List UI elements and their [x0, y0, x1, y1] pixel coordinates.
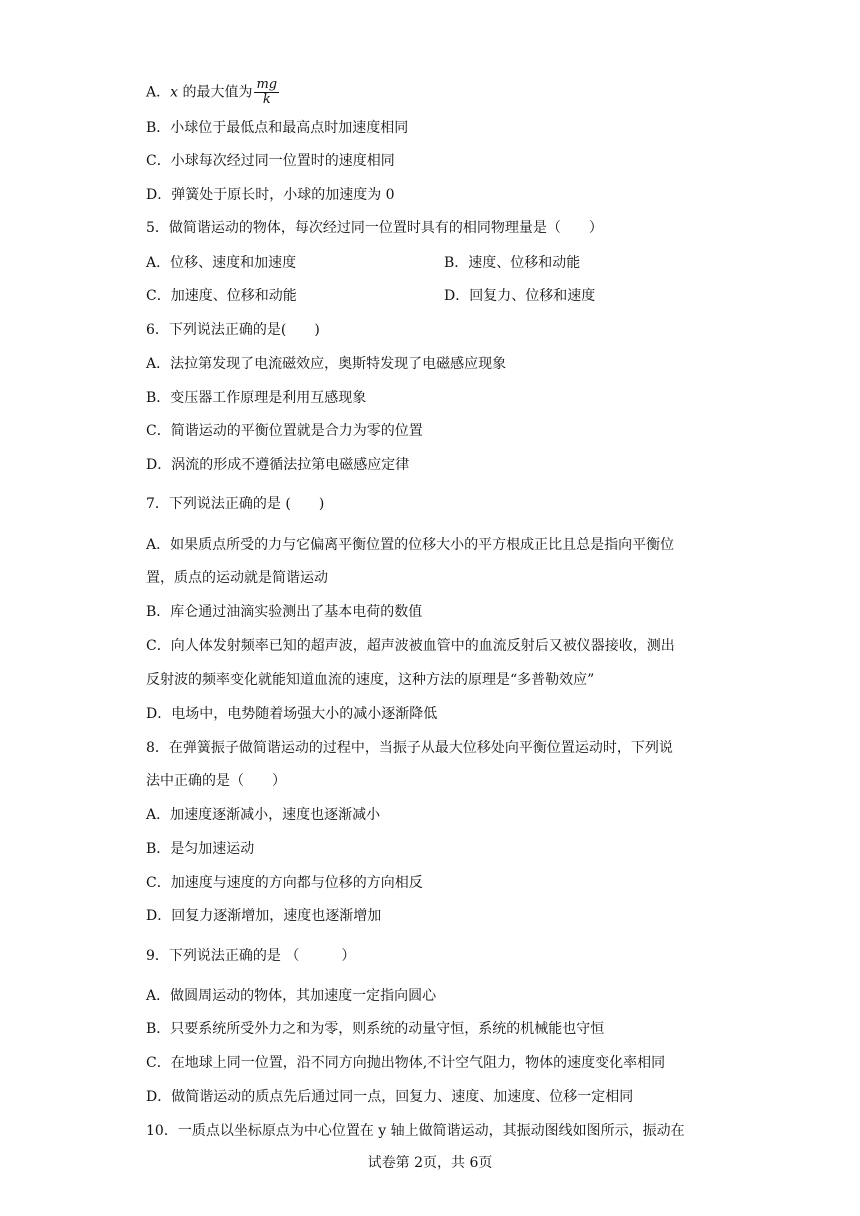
q7-option-d: D．电场中，电势随着场强大小的减小逐渐降低	[146, 706, 438, 722]
q4-option-b: B．小球位于最低点和最高点时加速度相同	[146, 120, 409, 136]
q8-option-a: A．加速度逐渐减小，速度也逐渐减小	[146, 807, 381, 823]
q5-option-a: A．位移、速度和加速度	[146, 255, 297, 271]
q8-stem-line1: 8．在弹簧振子做简谐运动的过程中，当振子从最大位移处向平衡位置运动时，下列说	[146, 740, 673, 756]
q7-option-b: B．库仑通过油滴实验测出了基本电荷的数值	[146, 604, 423, 620]
q4-option-a: A．x 的最大值为 $\frac{mg}{k}$	[146, 77, 278, 107]
q9-stem: 9．下列说法正确的是 （ ）	[146, 948, 356, 964]
q9-option-a: A．做圆周运动的物体，其加速度一定指向圆心	[146, 988, 437, 1004]
q6-option-c: C．简谐运动的平衡位置就是合力为零的位置	[146, 423, 423, 439]
q6-stem: 6．下列说法正确的是( )	[146, 322, 320, 338]
q6-option-d: D．涡流的形成不遵循法拉第电磁感应定律	[146, 457, 410, 473]
q4-option-d: D．弹簧处于原长时，小球的加速度为 0	[146, 187, 395, 203]
q8-option-c: C．加速度与速度的方向都与位移的方向相反	[146, 875, 423, 891]
q9-option-c: C．在地球上同一位置，沿不同方向抛出物体,不计空气阻力，物体的速度变化率相同	[146, 1055, 666, 1071]
q7-option-c-line1: C．向人体发射频率已知的超声波，超声波被血管中的血流反射后又被仪器接收，测出	[146, 638, 675, 654]
fraction-mg-over-k: $\frac{mg}{k}$	[256, 77, 278, 107]
q10-stem: 10．一质点以坐标原点为中心位置在 y 轴上做简谐运动，其振动图线如图所示，振动在	[146, 1123, 685, 1139]
q7-option-c-line2: 反射波的频率变化就能知道血流的速度，这种方法的原理是“多普勒效应”	[146, 672, 595, 688]
q8-option-b: B．是匀加速运动	[146, 841, 255, 857]
q9-option-b: B．只要系统所受外力之和为零，则系统的动量守恒，系统的机械能也守恒	[146, 1021, 605, 1037]
q6-option-a: A．法拉第发现了电流磁效应，奥斯特发现了电磁感应现象	[146, 356, 507, 372]
q7-option-a-line1: A．如果质点所受的力与它偏离平衡位置的位移大小的平方根成正比且总是指向平衡位	[146, 537, 675, 553]
page-footer: 试卷第 2页，共 6页	[367, 1155, 493, 1171]
q8-stem-line2: 法中正确的是（ ）	[146, 773, 286, 789]
q6-option-b: B．变压器工作原理是利用互感现象	[146, 390, 367, 406]
q5-option-c: C．加速度、位移和动能	[146, 288, 297, 304]
q5-option-d: D．回复力、位移和速度	[444, 288, 596, 304]
q8-option-d: D．回复力逐渐增加，速度也逐渐增加	[146, 908, 382, 924]
q5-stem: 5．做简谐运动的物体，每次经过同一位置时具有的相同物理量是（ ）	[146, 220, 603, 236]
q9-option-d: D．做简谐运动的质点先后通过同一点，回复力、速度、加速度、位移一定相同	[146, 1089, 634, 1105]
q4-option-c: C．小球每次经过同一位置时的速度相同	[146, 153, 395, 169]
q5-option-b: B．速度、位移和动能	[444, 255, 581, 271]
q7-stem: 7．下列说法正确的是 ( )	[146, 496, 325, 512]
q7-option-a-line2: 置，质点的运动就是简谐运动	[146, 570, 328, 586]
